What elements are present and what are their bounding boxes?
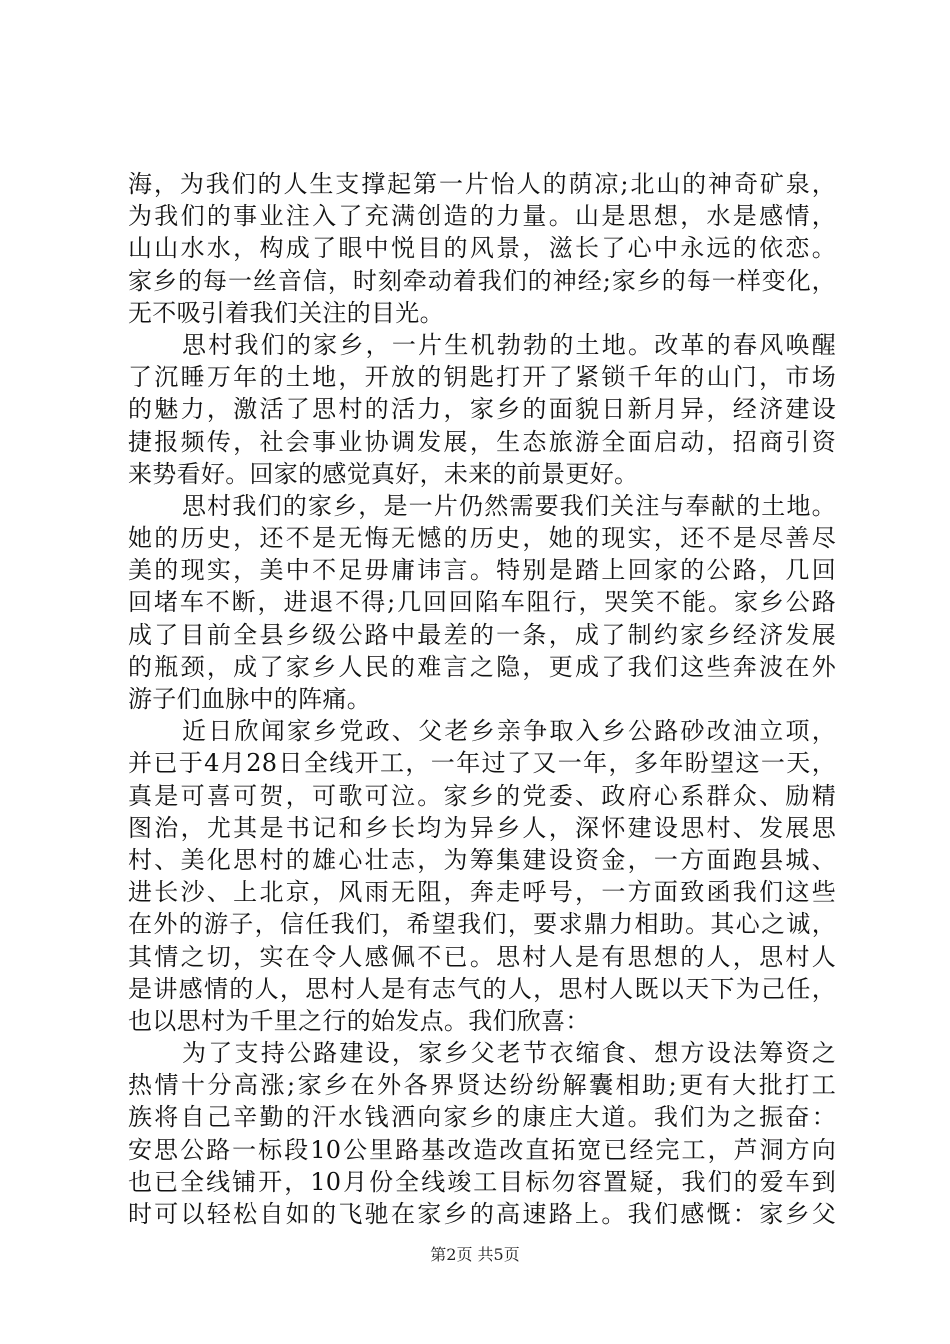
text-line: 无不吸引着我们关注的目光。 (128, 298, 444, 327)
page-number-footer: 第2页 共5页 (430, 1245, 520, 1264)
text-line: 安思公路一标段10公里路基改造改直拓宽已经完工，芦洞方向 (128, 1135, 836, 1164)
text-line: 也已全线铺开，10月份全线竣工目标勿容置疑，我们的爱车到 (128, 1167, 836, 1196)
text-line: 真是可喜可贺，可歌可泣。家乡的党委、政府心系群众、励精 (128, 781, 836, 810)
text-line: 的瓶颈，成了家乡人民的难言之隐，更成了我们这些奔波在外 (128, 652, 836, 681)
text-line: 其情之切，实在令人感佩不已。思村人是有思想的人，思村人 (128, 942, 836, 971)
text-line: 热情十分高涨;家乡在外各界贤达纷纷解囊相助;更有大批打工 (128, 1071, 836, 1100)
text-line: 成了目前全县乡级公路中最差的一条，成了制约家乡经济发展 (128, 620, 836, 649)
text-line: 美的现实，美中不足毋庸讳言。特别是踏上回家的公路，几回 (128, 556, 836, 585)
text-line: 她的历史，还不是无悔无憾的历史，她的现实，还不是尽善尽 (128, 524, 836, 553)
text-line: 为我们的事业注入了充满创造的力量。山是思想，水是感情， (128, 202, 836, 231)
paragraph-first-line: 思村我们的家乡，是一片仍然需要我们关注与奉献的土地。 (182, 491, 836, 520)
text-line: 山山水水，构成了眼中悦目的风景，滋长了心中永远的依恋。 (128, 234, 836, 263)
text-line: 并已于4月28日全线开工，一年过了又一年，多年盼望这一天， (128, 749, 836, 778)
text-line: 图治，尤其是书记和乡长均为异乡人，深怀建设思村、发展思 (128, 813, 836, 842)
text-line: 了沉睡万年的土地，开放的钥匙打开了紧锁千年的山门，市场 (128, 363, 836, 392)
paragraph-first-line: 近日欣闻家乡党政、父老乡亲争取入乡公路砂改油立项， (182, 717, 836, 746)
text-line: 回堵车不断，进退不得;几回回陷车阻行，哭笑不能。家乡公路 (128, 588, 836, 617)
text-line: 游子们血脉中的阵痛。 (128, 685, 371, 713)
text-line: 进长沙、上北京，风雨无阻，奔走呼号，一方面致函我们这些 (128, 878, 836, 907)
text-line: 在外的游子，信任我们，希望我们，要求鼎力相助。其心之诚， (128, 910, 836, 939)
text-line: 的魅力，激活了思村的活力，家乡的面貌日新月异，经济建设 (128, 395, 836, 424)
text-line: 也以思村为千里之行的始发点。我们欣喜： (128, 1006, 590, 1035)
text-line: 时可以轻松自如的飞驰在家乡的高速路上。我们感慨：家乡父 (128, 1200, 836, 1228)
text-line: 海，为我们的人生支撑起第一片怡人的荫凉;北山的神奇矿泉， (128, 170, 836, 198)
text-line: 村、美化思村的雄心壮志，为筹集建设资金，一方面跑县城、 (128, 845, 836, 874)
text-line: 捷报频传，社会事业协调发展，生态旅游全面启动，招商引资 (128, 427, 836, 456)
text-line: 家乡的每一丝音信，时刻牵动着我们的神经;家乡的每一样变化， (128, 266, 836, 295)
body-text (128, 168, 836, 1230)
text-line: 来势看好。回家的感觉真好，未来的前景更好。 (128, 459, 639, 488)
paragraph-first-line: 思村我们的家乡，一片生机勃勃的土地。改革的春风唤醒 (182, 330, 836, 359)
text-line: 是讲感情的人，思村人是有志气的人，思村人既以天下为己任， (128, 974, 836, 1003)
text-line: 族将自己辛勤的汗水钱洒向家乡的康庄大道。我们为之振奋： (128, 1103, 836, 1132)
paragraph-first-line: 为了支持公路建设，家乡父老节衣缩食、想方设法筹资之 (182, 1039, 836, 1068)
